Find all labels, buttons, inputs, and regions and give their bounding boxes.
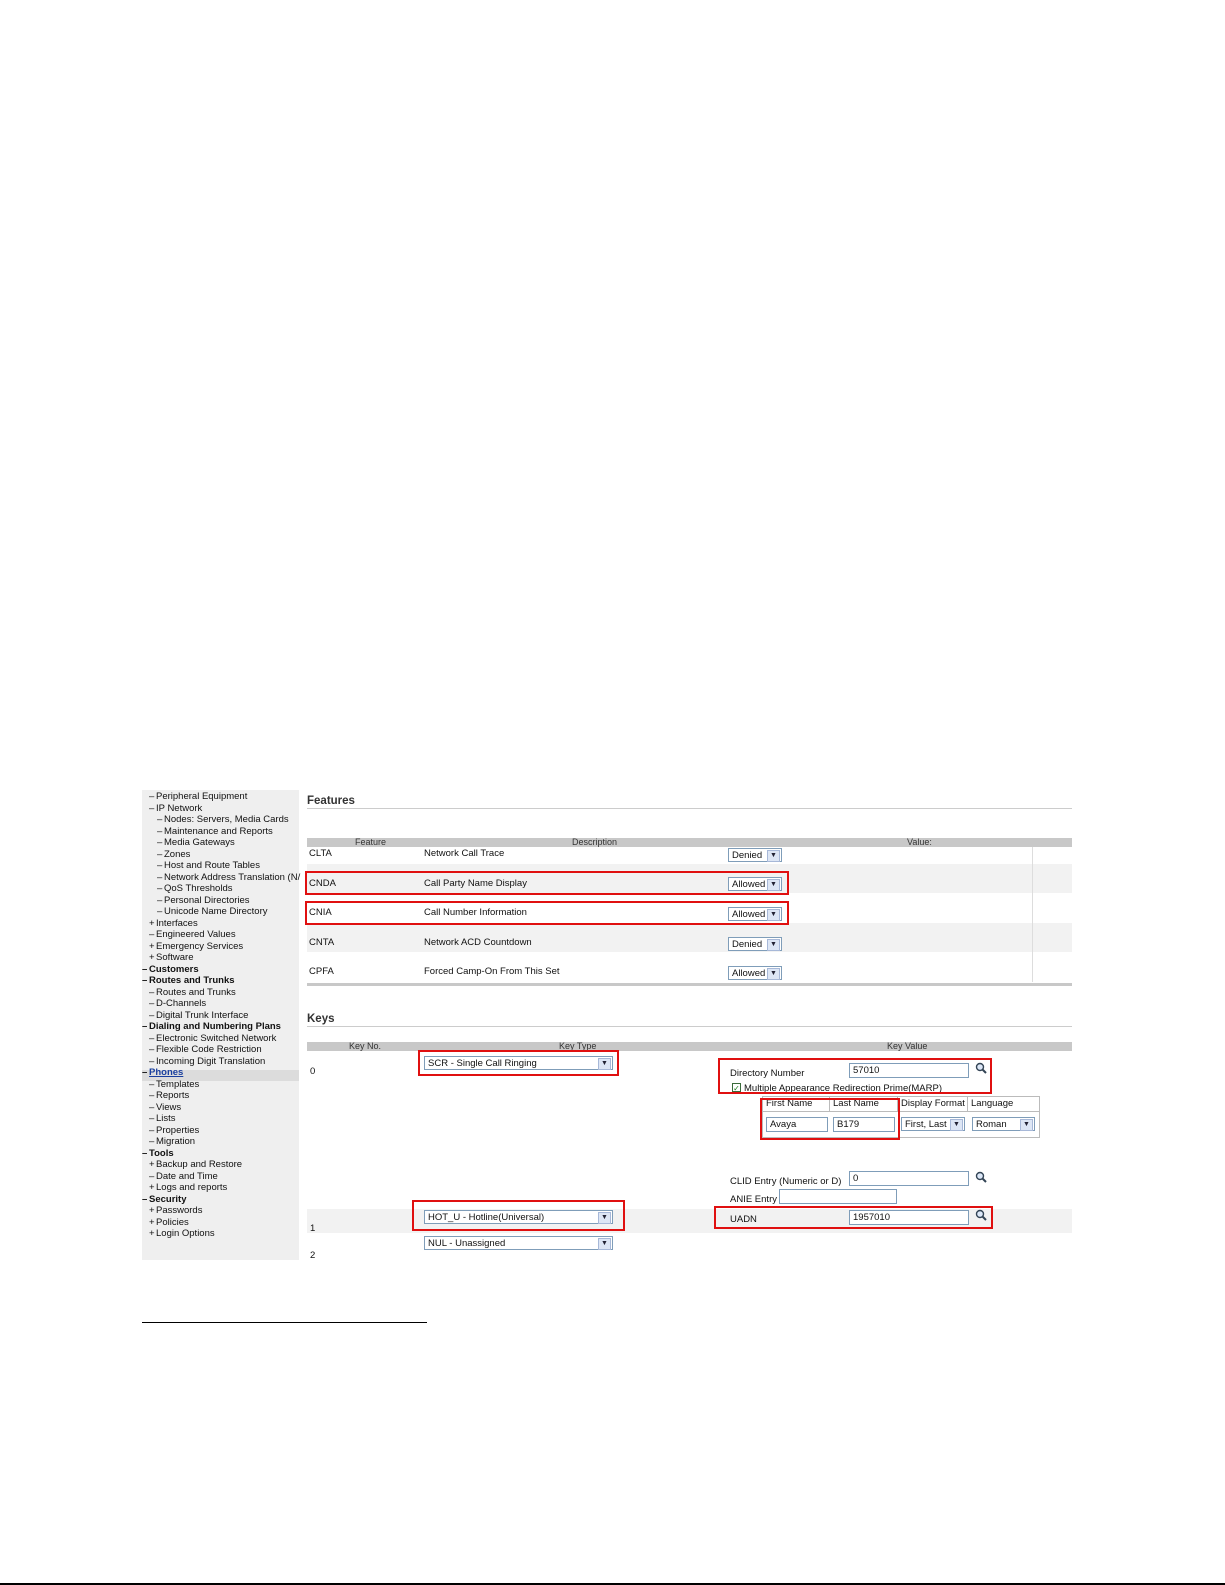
- sidebar-item[interactable]: [149, 1182, 227, 1193]
- tree-toggle-icon[interactable]: +: [149, 1228, 155, 1239]
- key-type-column-header: Key Type: [559, 1041, 597, 1051]
- sidebar-item[interactable]: [157, 849, 190, 860]
- sidebar-item[interactable]: [149, 952, 194, 963]
- sidebar-item[interactable]: [149, 1090, 189, 1101]
- sidebar-item-label: Electronic Switched Network: [156, 1032, 277, 1044]
- sidebar-item-label: Passwords: [156, 1205, 203, 1216]
- sidebar-item-label: Dialing and Numbering Plans: [149, 1021, 281, 1032]
- sidebar-item-label: Network Address Translation (N/: [164, 871, 301, 883]
- column-divider: [1032, 847, 1033, 982]
- key-value-column-header: Key Value: [887, 1041, 928, 1051]
- feature-description: Call Number Information: [424, 907, 527, 918]
- select-value: First, Last: [905, 1119, 947, 1130]
- highlight-box: [418, 1050, 619, 1076]
- chevron-down-icon[interactable]: ▼: [767, 850, 780, 862]
- directory-number-input[interactable]: 57010: [849, 1063, 969, 1078]
- anie-entry-label: ANIE Entry: [730, 1194, 777, 1205]
- key-type-select[interactable]: [424, 1236, 613, 1250]
- sidebar-item-label: Zones: [164, 848, 191, 860]
- tree-toggle-icon[interactable]: –: [142, 963, 148, 975]
- highlight-box: [714, 1206, 993, 1229]
- sidebar-item[interactable]: [149, 1102, 181, 1113]
- sidebar-item[interactable]: [149, 929, 236, 940]
- footnote-rule: [142, 1322, 427, 1323]
- feature-description: Network ACD Countdown: [424, 937, 532, 948]
- select-value: Allowed: [732, 909, 766, 920]
- feature-value-select[interactable]: [728, 966, 782, 980]
- sidebar-item[interactable]: [142, 975, 235, 986]
- chevron-down-icon[interactable]: ▼: [598, 1058, 611, 1070]
- sidebar-item-label: Lists: [156, 1113, 176, 1124]
- sidebar-item[interactable]: [149, 1044, 262, 1055]
- display-format-select[interactable]: [901, 1117, 965, 1131]
- sidebar-item[interactable]: [149, 1136, 195, 1147]
- tree-toggle-icon[interactable]: –: [149, 1009, 155, 1021]
- tree-toggle-icon[interactable]: –: [149, 1113, 155, 1124]
- tree-toggle-icon[interactable]: –: [142, 975, 148, 986]
- sidebar-item[interactable]: [149, 1125, 199, 1136]
- sidebar-item-label: Tools: [149, 1147, 174, 1159]
- sidebar-item[interactable]: [142, 1067, 183, 1078]
- tree-toggle-icon[interactable]: –: [142, 1067, 148, 1078]
- tree-toggle-icon[interactable]: +: [149, 1159, 155, 1170]
- last-name-header: Last Name: [830, 1097, 898, 1111]
- language-select[interactable]: [972, 1117, 1035, 1131]
- select-value: HOT_U - Hotline(Universal): [428, 1212, 545, 1223]
- sidebar-item[interactable]: [149, 1056, 265, 1067]
- sidebar-item-label: Reports: [156, 1090, 190, 1101]
- features-divider: [307, 808, 1072, 809]
- directory-number-label: Directory Number: [730, 1068, 805, 1079]
- sidebar-item[interactable]: [149, 1079, 199, 1090]
- key-number: 0: [310, 1066, 316, 1077]
- display-format-header: Display Format: [898, 1097, 968, 1111]
- sidebar-item-label: Properties: [156, 1124, 200, 1136]
- key-number: 1: [310, 1223, 316, 1234]
- anie-entry-input[interactable]: [779, 1189, 897, 1204]
- tree-toggle-icon[interactable]: –: [157, 871, 163, 883]
- tree-toggle-icon[interactable]: –: [149, 1101, 155, 1113]
- sidebar-item[interactable]: [149, 803, 202, 814]
- sidebar-item-label: QoS Thresholds: [164, 883, 233, 894]
- tree-toggle-icon[interactable]: –: [149, 1170, 155, 1182]
- chevron-down-icon[interactable]: ▼: [767, 909, 780, 921]
- sidebar-item-label: Peripheral Equipment: [156, 791, 248, 802]
- sidebar-item-label: Phones: [149, 1067, 184, 1078]
- clid-entry-label: CLID Entry (Numeric or D): [730, 1176, 842, 1187]
- tree-toggle-icon[interactable]: +: [149, 940, 155, 952]
- select-value: Allowed: [732, 879, 766, 890]
- tree-toggle-icon[interactable]: –: [149, 1032, 155, 1044]
- tree-toggle-icon[interactable]: –: [149, 1124, 155, 1136]
- tree-toggle-icon[interactable]: +: [149, 1216, 155, 1228]
- first-name-header: First Name: [763, 1097, 830, 1111]
- sidebar-item-label: Date and Time: [156, 1170, 218, 1182]
- highlight-box: [305, 871, 789, 895]
- marp-label: Multiple Appearance Redirection Prime(MARP): [744, 1083, 942, 1094]
- highlight-box: [412, 1200, 625, 1231]
- sidebar-item-label: Digital Trunk Interface: [156, 1009, 249, 1021]
- sidebar-item[interactable]: [149, 1171, 218, 1182]
- sidebar-item[interactable]: [157, 860, 260, 871]
- language-header: Language: [971, 1098, 1014, 1109]
- sidebar-item-label: Unicode Name Directory: [164, 906, 268, 917]
- last-name-input[interactable]: B179: [833, 1117, 895, 1132]
- sidebar-item-label: Templates: [156, 1078, 200, 1090]
- tree-toggle-icon[interactable]: –: [142, 1147, 148, 1159]
- sidebar-item[interactable]: [149, 1159, 242, 1170]
- tree-toggle-icon[interactable]: –: [149, 929, 155, 940]
- tree-toggle-icon[interactable]: –: [149, 1136, 155, 1147]
- sidebar-item-label: Logs and reports: [156, 1182, 228, 1193]
- sidebar-item-label: Login Options: [156, 1228, 215, 1239]
- sidebar-item-label: Incoming Digit Translation: [156, 1055, 266, 1067]
- value-column-header: Value:: [907, 837, 932, 847]
- sidebar-item-label: Host and Route Tables: [164, 860, 260, 871]
- chevron-down-icon[interactable]: ▼: [767, 968, 780, 980]
- features-header: [307, 838, 1072, 847]
- sidebar-item-label: Maintenance and Reports: [164, 825, 273, 837]
- sidebar-item-label: Interfaces: [156, 917, 198, 929]
- chevron-down-icon[interactable]: ▼: [767, 939, 780, 951]
- feature-code: CNIA: [309, 907, 332, 918]
- sidebar-item[interactable]: [157, 826, 273, 837]
- sidebar-item-label: Migration: [156, 1136, 196, 1147]
- chevron-down-icon[interactable]: ▼: [598, 1238, 611, 1250]
- feature-value-select[interactable]: [728, 937, 782, 951]
- sidebar-item[interactable]: [157, 895, 250, 906]
- first-name-input[interactable]: Avaya: [766, 1117, 828, 1132]
- chevron-down-icon[interactable]: ▼: [950, 1119, 963, 1131]
- row-stripe: [307, 923, 1072, 952]
- tree-toggle-icon[interactable]: –: [157, 814, 163, 825]
- sidebar-item[interactable]: [149, 791, 247, 802]
- tree-toggle-icon[interactable]: –: [157, 894, 163, 906]
- highlight-box: [305, 901, 789, 925]
- sidebar-item-label: Security: [149, 1193, 187, 1205]
- sidebar-item[interactable]: [157, 883, 232, 894]
- feature-description: Network Call Trace: [424, 848, 505, 859]
- select-value: Allowed: [732, 968, 766, 979]
- sidebar-item-label: Personal Directories: [164, 894, 250, 906]
- sidebar-item-label: Backup and Restore: [156, 1159, 243, 1170]
- select-value: Roman: [976, 1119, 1007, 1130]
- tree-toggle-icon[interactable]: –: [157, 860, 163, 871]
- tree-toggle-icon[interactable]: +: [149, 917, 155, 929]
- sidebar-item[interactable]: [142, 1021, 281, 1032]
- sidebar-item[interactable]: [157, 906, 267, 917]
- key-no-column-header: Key No.: [349, 1041, 382, 1051]
- tree-toggle-icon[interactable]: –: [142, 1021, 148, 1032]
- uadn-input[interactable]: 1957010: [849, 1210, 969, 1225]
- key-number: 2: [310, 1250, 316, 1260]
- description-column-header: Description: [572, 837, 618, 847]
- features-table-bottom: [307, 983, 1072, 986]
- features-title: Features: [307, 795, 355, 807]
- feature-value-select[interactable]: [728, 848, 782, 862]
- sidebar-item-label: Routes and Trunks: [156, 986, 236, 998]
- tree-toggle-icon[interactable]: +: [149, 1182, 155, 1193]
- sidebar-item[interactable]: [149, 987, 236, 998]
- tree-toggle-icon[interactable]: –: [149, 791, 155, 802]
- chevron-down-icon[interactable]: ▼: [767, 879, 780, 891]
- sidebar-item[interactable]: [157, 872, 300, 883]
- sidebar-item-label: IP Network: [156, 802, 203, 814]
- feature-column-header: Feature: [355, 837, 387, 847]
- tree-toggle-icon[interactable]: –: [157, 848, 163, 860]
- sidebar-item[interactable]: [142, 1194, 187, 1205]
- sidebar-item-label: Software: [156, 952, 194, 963]
- marp-checkbox[interactable]: ✓: [733, 1084, 740, 1093]
- sidebar-item[interactable]: [149, 941, 243, 952]
- sidebar-item-label: Emergency Services: [156, 940, 244, 952]
- sidebar-item[interactable]: [149, 1217, 189, 1228]
- tree-toggle-icon[interactable]: –: [149, 986, 155, 998]
- keys-divider: [307, 1026, 1072, 1027]
- tree-toggle-icon[interactable]: –: [149, 802, 155, 814]
- sidebar-item[interactable]: [149, 1113, 176, 1124]
- feature-code: CPFA: [309, 966, 334, 977]
- chevron-down-icon[interactable]: ▼: [1020, 1119, 1033, 1131]
- sidebar-nav: [142, 790, 299, 1260]
- tree-toggle-icon[interactable]: –: [157, 883, 163, 894]
- tree-toggle-icon[interactable]: +: [149, 952, 155, 963]
- tree-toggle-icon[interactable]: –: [157, 825, 163, 837]
- select-value: SCR - Single Call Ringing: [428, 1058, 537, 1069]
- screenshot: [142, 790, 1072, 1260]
- tree-toggle-icon[interactable]: –: [149, 998, 155, 1009]
- sidebar-item[interactable]: [149, 918, 198, 929]
- sidebar-item-label: D-Channels: [156, 998, 207, 1009]
- sidebar-item[interactable]: [149, 1228, 215, 1239]
- sidebar-item-label: Views: [156, 1101, 182, 1113]
- highlight-box: [760, 1098, 900, 1140]
- chevron-down-icon[interactable]: ▼: [598, 1212, 611, 1224]
- highlight-box: [718, 1058, 992, 1094]
- tree-toggle-icon[interactable]: –: [149, 1078, 155, 1090]
- sidebar-item[interactable]: [142, 964, 199, 975]
- sidebar-item[interactable]: [157, 814, 289, 825]
- sidebar-item-label: Media Gateways: [164, 837, 235, 848]
- search-icon[interactable]: [975, 1171, 987, 1183]
- tree-toggle-icon[interactable]: –: [157, 837, 163, 848]
- feature-code: CNDA: [309, 878, 336, 889]
- sidebar-item-label: Policies: [156, 1216, 189, 1228]
- select-value: Denied: [732, 939, 763, 950]
- tree-toggle-icon[interactable]: –: [157, 906, 163, 917]
- sidebar-item[interactable]: [149, 1010, 248, 1021]
- sidebar-item-label: Routes and Trunks: [149, 975, 235, 986]
- select-value: Denied: [732, 850, 763, 861]
- sidebar-item[interactable]: [149, 1033, 276, 1044]
- sidebar-item-label: Customers: [149, 963, 199, 975]
- tree-toggle-icon[interactable]: –: [149, 1090, 155, 1101]
- sidebar-item-label: Engineered Values: [156, 929, 236, 940]
- feature-code: CNTA: [309, 937, 335, 948]
- sidebar-item-label: Flexible Code Restriction: [156, 1044, 262, 1055]
- tree-toggle-icon[interactable]: –: [149, 1055, 155, 1067]
- sidebar-item[interactable]: [142, 1148, 174, 1159]
- uadn-label: UADN: [730, 1214, 757, 1225]
- clid-entry-input[interactable]: 0: [849, 1171, 969, 1186]
- feature-code: CLTA: [309, 848, 332, 859]
- tree-toggle-icon[interactable]: +: [149, 1205, 155, 1216]
- sidebar-item[interactable]: [149, 998, 206, 1009]
- tree-toggle-icon[interactable]: –: [149, 1044, 155, 1055]
- sidebar-item-label: Nodes: Servers, Media Cards: [164, 814, 289, 825]
- select-value: NUL - Unassigned: [428, 1238, 506, 1249]
- feature-description: Call Party Name Display: [424, 878, 527, 889]
- feature-description: Forced Camp-On From This Set: [424, 966, 560, 977]
- sidebar-item[interactable]: [157, 837, 235, 848]
- sidebar-item[interactable]: [149, 1205, 202, 1216]
- keys-title: Keys: [307, 1013, 335, 1025]
- main-content: [307, 790, 1072, 1260]
- tree-toggle-icon[interactable]: –: [142, 1193, 148, 1205]
